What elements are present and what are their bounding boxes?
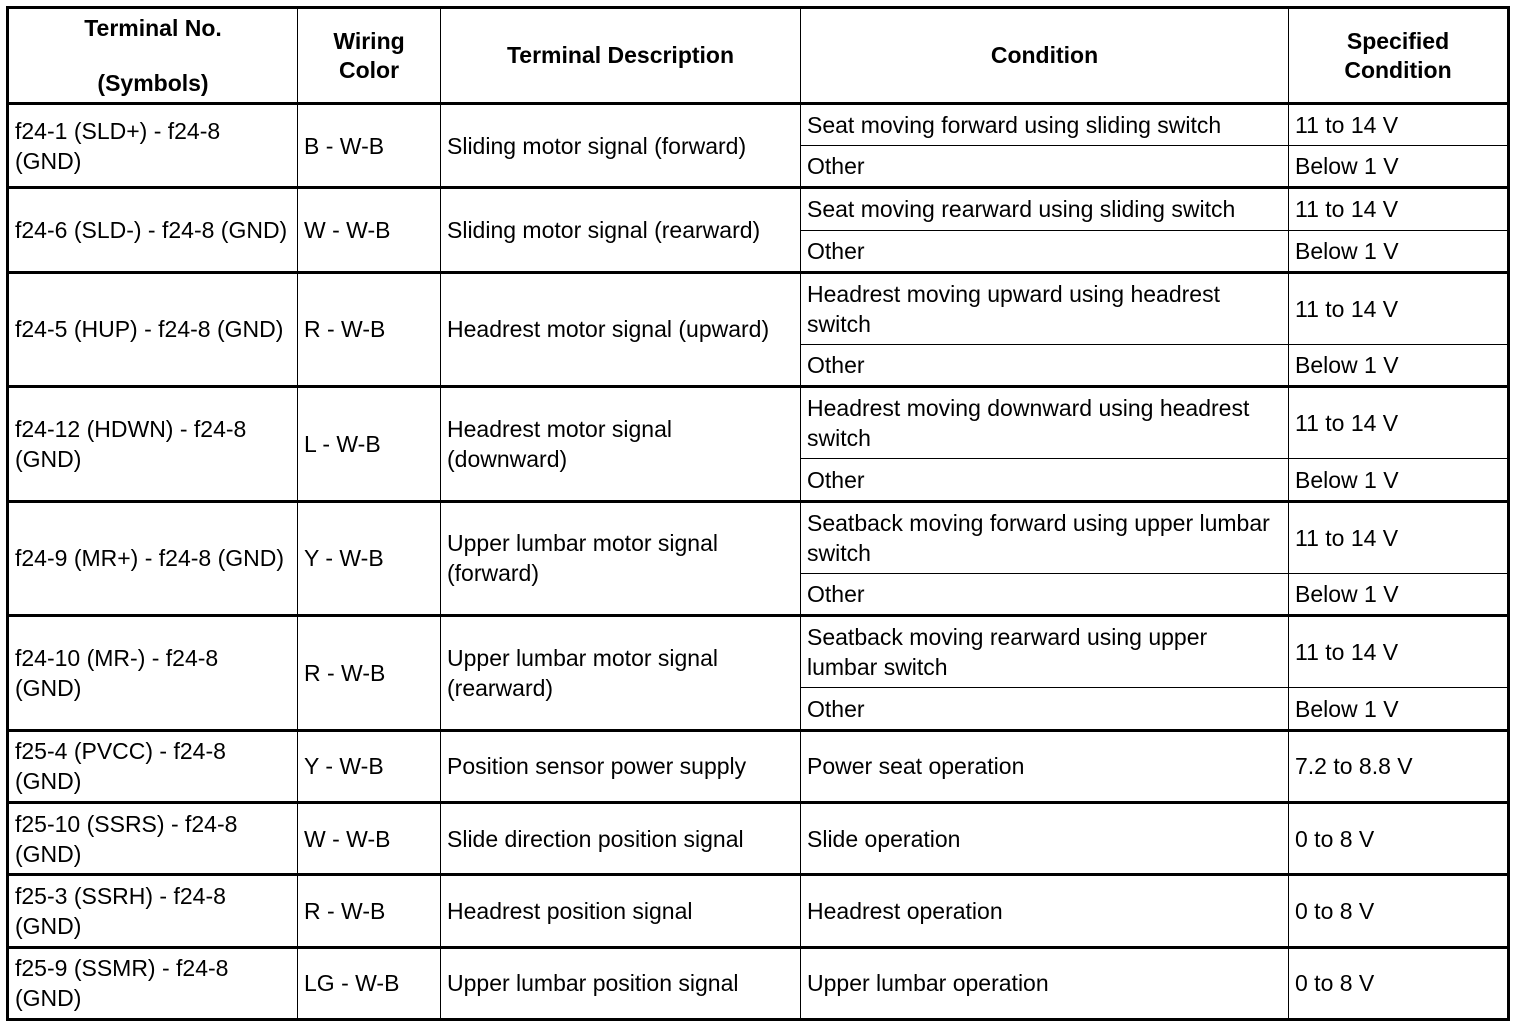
table-row [8,730,1509,802]
condition-cell: Other [801,459,1289,501]
description-cell: Sliding motor signal (forward) [441,104,801,188]
header-wiring-color-line1: Wiring [333,27,405,54]
terminal-inspection-table [6,6,1510,1021]
specified-cell: 7.2 to 8.8 V [1289,730,1509,802]
description-cell: Sliding motor signal (rearward) [441,188,801,272]
table-row [8,616,1509,688]
specified-cell: 11 to 14 V [1289,104,1509,146]
condition-cell: Other [801,230,1289,272]
terminal-cell: f25-3 (SSRH) - f24-8 (GND) [8,875,298,947]
wiring-color-cell: R - W-B [298,272,441,386]
specified-cell: Below 1 V [1289,146,1509,188]
condition-cell: Headrest moving upward using headrest switch [801,272,1289,344]
description-cell: Upper lumbar motor signal (rearward) [441,616,801,730]
condition-cell: Seat moving forward using sliding switch [801,104,1289,146]
specified-cell: 0 to 8 V [1289,875,1509,947]
condition-cell: Seatback moving rearward using upper lumbar switch [801,616,1289,688]
header-specified-condition-line1: Specified [1346,27,1450,54]
header-terminal-no [8,8,298,104]
header-wiring-color [298,8,441,104]
header-row [8,8,1509,104]
condition-cell: Other [801,688,1289,730]
header-condition: Condition [801,8,1289,104]
header-wiring-color-line2: Color [338,56,400,83]
specified-cell: Below 1 V [1289,688,1509,730]
table-row [8,875,1509,947]
table-row [8,501,1509,573]
terminal-cell: f24-9 (MR+) - f24-8 (GND) [8,501,298,615]
wiring-color-cell: LG - W-B [298,947,441,1019]
condition-cell: Headrest operation [801,875,1289,947]
specified-cell: 11 to 14 V [1289,616,1509,688]
description-cell: Headrest motor signal (upward) [441,272,801,386]
description-cell: Upper lumbar position signal [441,947,801,1019]
specified-cell: Below 1 V [1289,345,1509,387]
condition-cell: Seatback moving forward using upper lumbar switch [801,501,1289,573]
condition-cell: Slide operation [801,802,1289,874]
table-row [8,272,1509,344]
description-cell: Upper lumbar motor signal (forward) [441,501,801,615]
table-row [8,104,1509,146]
table-row [8,188,1509,230]
wiring-color-cell: Y - W-B [298,501,441,615]
condition-cell: Other [801,345,1289,387]
description-cell: Headrest position signal [441,875,801,947]
condition-cell: Other [801,573,1289,615]
specified-cell: 11 to 14 V [1289,188,1509,230]
description-cell: Headrest motor signal (downward) [441,387,801,501]
terminal-cell: f24-6 (SLD-) - f24-8 (GND) [8,188,298,272]
wiring-color-cell: B - W-B [298,104,441,188]
specified-cell: Below 1 V [1289,230,1509,272]
condition-cell: Upper lumbar operation [801,947,1289,1019]
wiring-color-cell: R - W-B [298,875,441,947]
specified-cell: 0 to 8 V [1289,802,1509,874]
specified-cell: Below 1 V [1289,459,1509,501]
condition-cell: Other [801,146,1289,188]
condition-cell: Seat moving rearward using sliding switch [801,188,1289,230]
wiring-color-cell: L - W-B [298,387,441,501]
header-terminal-no-line1: Terminal No. [84,14,222,41]
header-specified-condition [1289,8,1509,104]
description-cell: Position sensor power supply [441,730,801,802]
header-terminal-no-line2: (Symbols) [97,69,209,96]
specified-cell: 11 to 14 V [1289,387,1509,459]
wiring-color-cell: W - W-B [298,188,441,272]
table-row [8,802,1509,874]
specified-cell: 11 to 14 V [1289,501,1509,573]
header-specified-condition-line2: Condition [1344,56,1452,83]
terminal-cell: f24-5 (HUP) - f24-8 (GND) [8,272,298,386]
terminal-cell: f25-9 (SSMR) - f24-8 (GND) [8,947,298,1019]
terminal-cell: f24-12 (HDWN) - f24-8 (GND) [8,387,298,501]
table-row [8,387,1509,459]
specified-cell: 11 to 14 V [1289,272,1509,344]
specified-cell: Below 1 V [1289,573,1509,615]
condition-cell: Headrest moving downward using headrest switch [801,387,1289,459]
wiring-color-cell: R - W-B [298,616,441,730]
description-cell: Slide direction position signal [441,802,801,874]
wiring-color-cell: Y - W-B [298,730,441,802]
terminal-cell: f24-1 (SLD+) - f24-8 (GND) [8,104,298,188]
condition-cell: Power seat operation [801,730,1289,802]
table-row [8,947,1509,1019]
wiring-color-cell: W - W-B [298,802,441,874]
header-terminal-description: Terminal Description [441,8,801,104]
specified-cell: 0 to 8 V [1289,947,1509,1019]
terminal-cell: f25-4 (PVCC) - f24-8 (GND) [8,730,298,802]
terminal-cell: f25-10 (SSRS) - f24-8 (GND) [8,802,298,874]
terminal-cell: f24-10 (MR-) - f24-8 (GND) [8,616,298,730]
